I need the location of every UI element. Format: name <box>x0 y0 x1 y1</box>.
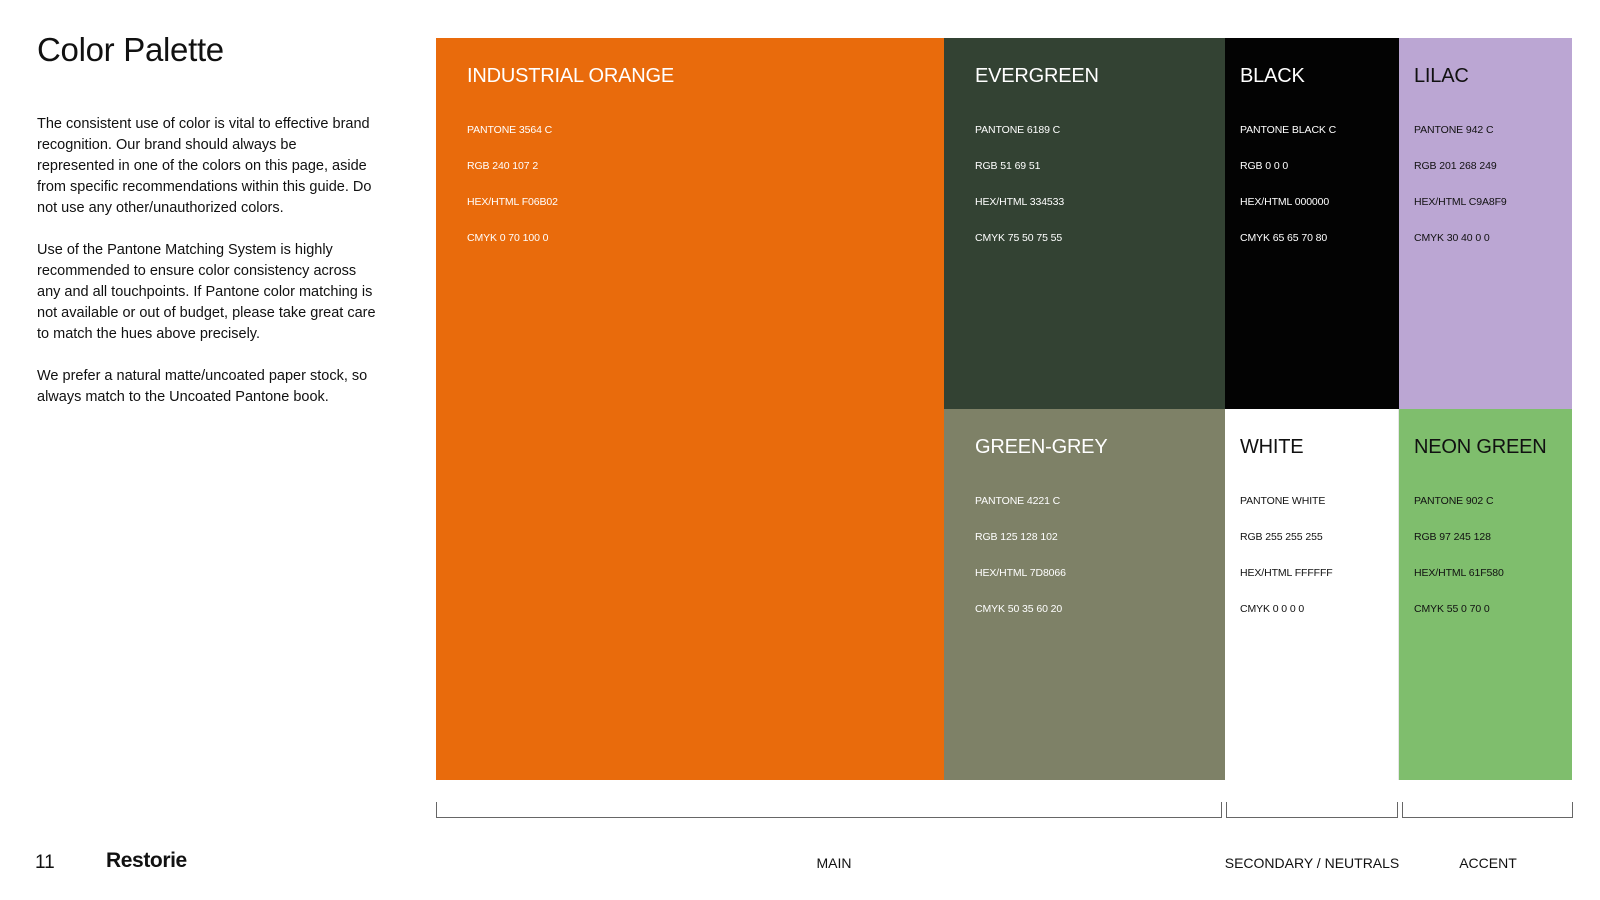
swatch-name: BLACK <box>1240 65 1305 87</box>
swatch-pantone: PANTONE 6189 C <box>975 124 1061 136</box>
swatch-rgb: RGB 201 268 249 <box>1414 160 1497 172</box>
swatch-name: WHITE <box>1240 436 1304 458</box>
accent-group-bracket <box>1402 802 1573 818</box>
page-number: 11 <box>35 852 55 873</box>
swatch-cmyk: CMYK 50 35 60 20 <box>975 603 1063 615</box>
swatch-pantone: PANTONE WHITE <box>1240 495 1326 507</box>
swatch-rgb: RGB 0 0 0 <box>1240 160 1289 172</box>
swatch-pantone: PANTONE BLACK C <box>1240 124 1337 136</box>
swatch-lilac <box>1399 38 1572 409</box>
swatch-green-grey <box>944 409 1225 780</box>
group-label-secondary: SECONDARY / NEUTRALS <box>1224 855 1400 871</box>
swatch-evergreen <box>944 38 1225 409</box>
swatch-specs <box>1414 124 1507 268</box>
swatch-cmyk: CMYK 75 50 75 55 <box>975 232 1063 244</box>
intro-paragraph: We prefer a natural matte/uncoated paper stock, so always match to the Uncoated Pantone book. <box>37 368 368 405</box>
intro-paragraph: The consistent use of color is vital to effective brand recognition. Our brand should always be represented in one of the colors on this page, aside from specific recommendations within this guide. Do not use any other/unauthorized colors. <box>37 116 372 216</box>
main-group-bracket <box>436 802 1222 818</box>
swatch-cmyk: CMYK 0 0 0 0 <box>1240 603 1305 615</box>
secondary-group-bracket <box>1226 802 1398 818</box>
page-title: Color Palette <box>37 31 224 68</box>
swatch-cmyk: CMYK 65 65 70 80 <box>1240 232 1328 244</box>
swatch-hex: HEX/HTML C9A8F9 <box>1414 196 1507 208</box>
swatch-black <box>1225 38 1399 409</box>
swatch-name: EVERGREEN <box>975 65 1099 87</box>
swatch-pantone: PANTONE 942 C <box>1414 124 1494 136</box>
swatch-hex: HEX/HTML FFFFFF <box>1240 567 1333 579</box>
swatch-specs <box>1240 124 1336 268</box>
swatch-specs <box>1414 495 1504 639</box>
brand-logo: Restorie <box>106 849 187 872</box>
swatch-specs <box>467 124 558 268</box>
intro-paragraph: Use of the Pantone Matching System is highly recommended to ensure color consistency across any and all touchpoints. If Pantone color matching is not available or out of budget, please take great care to match the hues above precisely. <box>37 242 376 342</box>
swatch-rgb: RGB 51 69 51 <box>975 160 1041 172</box>
swatch-pantone: PANTONE 902 C <box>1414 495 1494 507</box>
swatch-cmyk: CMYK 0 70 100 0 <box>467 232 549 244</box>
swatch-white <box>1225 409 1399 780</box>
swatch-cmyk: CMYK 30 40 0 0 <box>1414 232 1490 244</box>
swatch-pantone: PANTONE 4221 C <box>975 495 1061 507</box>
swatch-name: INDUSTRIAL ORANGE <box>467 65 675 87</box>
swatch-cmyk: CMYK 55 0 70 0 <box>1414 603 1490 615</box>
swatch-name: LILAC <box>1414 65 1469 87</box>
swatch-hex: HEX/HTML F06B02 <box>467 196 558 208</box>
group-label-main: MAIN <box>816 855 852 871</box>
swatch-rgb: RGB 125 128 102 <box>975 531 1058 543</box>
swatch-name: NEON GREEN <box>1414 436 1547 458</box>
swatch-hex: HEX/HTML 334533 <box>975 196 1065 208</box>
swatch-rgb: RGB 97 245 128 <box>1414 531 1491 543</box>
group-label-accent: ACCENT <box>1459 855 1517 871</box>
swatch-pantone: PANTONE 3564 C <box>467 124 553 136</box>
swatch-hex: HEX/HTML 7D8066 <box>975 567 1066 579</box>
swatch-industrial-orange <box>436 38 944 780</box>
swatch-hex: HEX/HTML 61F580 <box>1414 567 1504 579</box>
swatch-rgb: RGB 255 255 255 <box>1240 531 1323 543</box>
swatch-specs <box>975 124 1064 268</box>
swatch-rgb: RGB 240 107 2 <box>467 160 539 172</box>
intro-text <box>37 114 377 429</box>
swatch-specs <box>975 495 1066 639</box>
swatch-name: GREEN-GREY <box>975 436 1108 458</box>
swatch-neon-green <box>1399 409 1572 780</box>
swatch-specs <box>1240 495 1333 639</box>
swatch-hex: HEX/HTML 000000 <box>1240 196 1330 208</box>
